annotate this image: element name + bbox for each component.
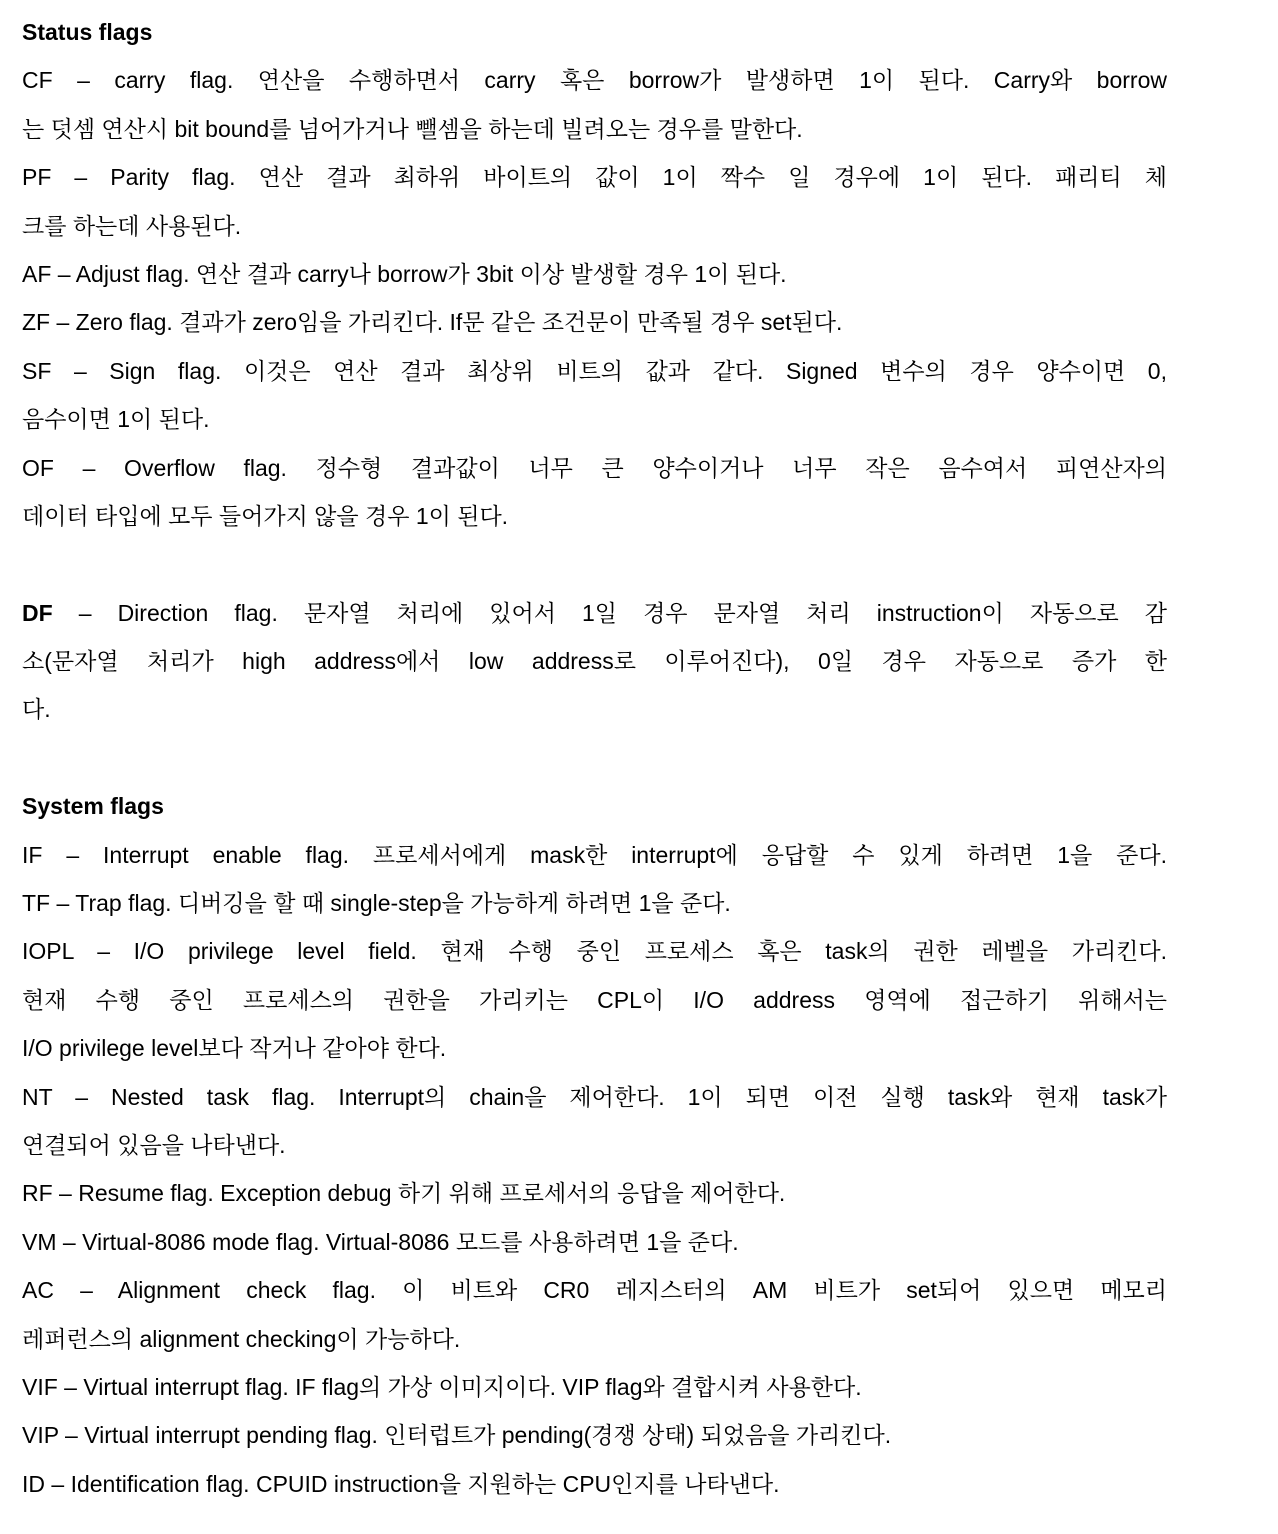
ac-line-1: AC – Alignment check flag. 이 비트와 CR0 레지스터의 AM 비트가 set되어 있으면 메모리 bbox=[22, 1277, 1167, 1304]
df-line-3: 다. bbox=[22, 696, 51, 723]
vif-line-1: VIF – Virtual interrupt flag. IF flag의 가상 이미지이다. VIP flag와 결합시켜 사용한다. bbox=[22, 1373, 862, 1400]
zf-line-1: ZF – Zero flag. 결과가 zero임을 가리킨다. If문 같은 조건문이 만족될 경우 set된다. bbox=[22, 309, 843, 336]
of-line-2: 데이터 타입에 모두 들어가지 않을 경우 1이 된다. bbox=[22, 502, 509, 529]
nt-line-1: NT – Nested task flag. Interrupt의 chain을 제어한다. 1이 되면 이전 실행 task와 현재 task가 bbox=[22, 1083, 1167, 1110]
cf-line-1: CF – carry flag. 연산을 수행하면서 carry 혹은 borrow가 발생하면 1이 된다. Carry와 borrow bbox=[22, 67, 1167, 94]
cf-line-2: 는 덧셈 연산시 bit bound를 넘어가거나 뺄셈을 하는데 빌려오는 경우를 말한다. bbox=[22, 115, 803, 142]
df-line-1-text: – Direction flag. 문자열 처리에 있어서 1일 경우 문자열 처리 instruction이 자동으로 감 bbox=[52, 599, 1167, 626]
id-line-1: ID – Identification flag. CPUID instruction을 지원하는 CPU인지를 나타낸다. bbox=[22, 1470, 780, 1497]
system-flags-heading: System flags bbox=[22, 793, 164, 820]
if-line-1: IF – Interrupt enable flag. 프로세서에게 mask한 interrupt에 응답할 수 있게 하려면 1을 준다. bbox=[22, 841, 1167, 868]
tf-line-1: TF – Trap flag. 디버깅을 할 때 single-step을 가능하게 하려면 1을 준다. bbox=[22, 890, 731, 917]
spacer bbox=[22, 540, 1167, 588]
status-flags-heading: Status flags bbox=[22, 19, 153, 45]
df-line-2: 소(문자열 처리가 high address에서 low address로 이루어진다), 0일 경우 자동으로 증가 한 bbox=[22, 648, 1167, 675]
pf-line-2: 크를 하는데 사용된다. bbox=[22, 212, 242, 239]
iopl-line-3: I/O privilege level보다 작거나 같아야 한다. bbox=[22, 1035, 447, 1062]
sf-line-2: 음수이면 1이 된다. bbox=[22, 406, 210, 433]
iopl-line-1: IOPL – I/O privilege level field. 현재 수행 중인 프로세스 혹은 task의 권한 레벨을 가리킨다. bbox=[22, 938, 1167, 965]
af-line-1: AF – Adjust flag. 연산 결과 carry나 borrow가 3bit 이상 발생할 경우 1이 된다. bbox=[22, 260, 787, 287]
ac-line-2: 레퍼런스의 alignment checking이 가능하다. bbox=[22, 1325, 461, 1352]
pf-line-1: PF – Parity flag. 연산 결과 최하위 바이트의 값이 1이 짝수 일 경우에 1이 된다. 패리티 체 bbox=[22, 164, 1167, 191]
df-label: DF bbox=[22, 599, 53, 626]
vm-line-1: VM – Virtual-8086 mode flag. Virtual-8086 모드를 사용하려면 1을 준다. bbox=[22, 1228, 739, 1255]
spacer bbox=[22, 734, 1167, 782]
document-page bbox=[22, 8, 1167, 1508]
vip-line-1: VIP – Virtual interrupt pending flag. 인터럽트가 pending(경쟁 상태) 되었음을 가리킨다. bbox=[22, 1422, 892, 1449]
df-line-1 bbox=[22, 589, 1167, 637]
of-line-1: OF – Overflow flag. 정수형 결과값이 너무 큰 양수이거나 너무 작은 음수여서 피연산자의 bbox=[22, 454, 1167, 481]
rf-line-1: RF – Resume flag. Exception debug 하기 위해 프로세서의 응답을 제어한다. bbox=[22, 1180, 786, 1207]
sf-line-1: SF – Sign flag. 이것은 연산 결과 최상위 비트의 값과 같다. Signed 변수의 경우 양수이면 0, bbox=[22, 357, 1167, 384]
nt-line-2: 연결되어 있음을 나타낸다. bbox=[22, 1131, 286, 1158]
iopl-line-2: 현재 수행 중인 프로세스의 권한을 가리키는 CPL이 I/O address 영역에 접근하기 위해서는 bbox=[22, 986, 1167, 1013]
